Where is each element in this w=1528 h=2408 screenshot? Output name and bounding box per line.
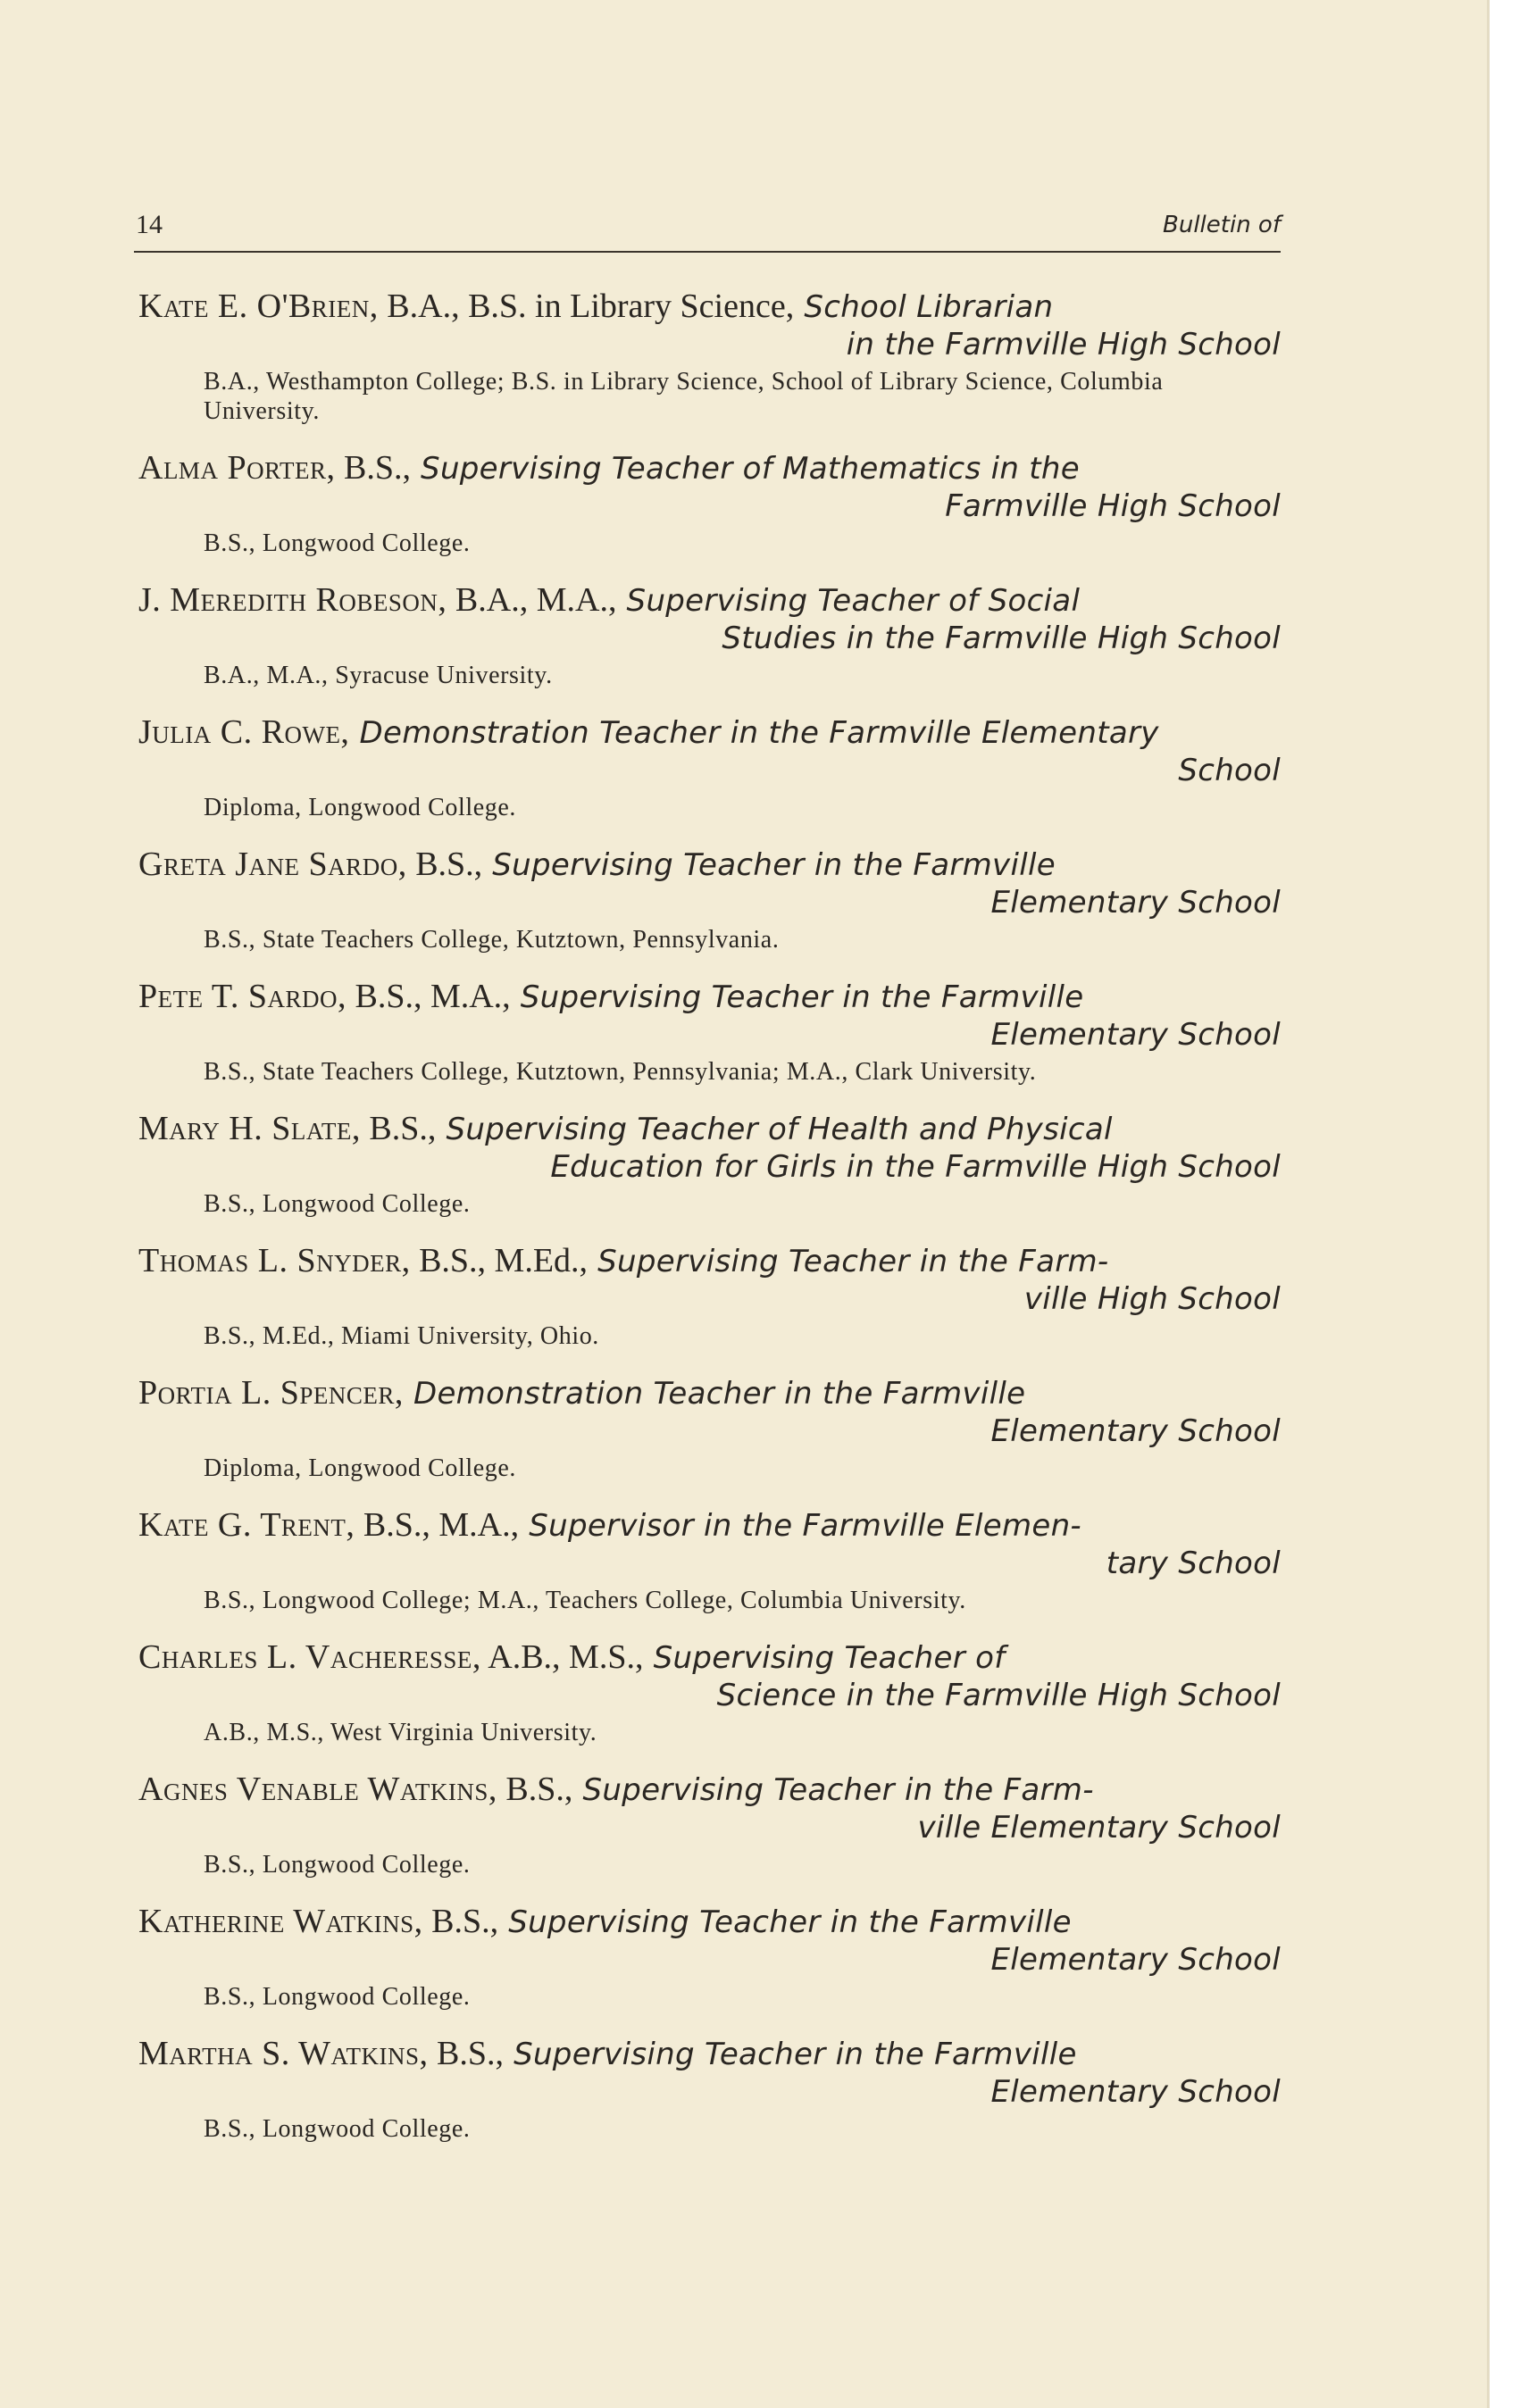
faculty-credentials: B.S., State Teachers College, Kutztown, Pennsylvania; M.A., Clark University.	[204, 1058, 1037, 1086]
entry-heading	[138, 1903, 1281, 1979]
faculty-position-continued: Elementary School	[990, 2074, 1281, 2110]
entry-heading	[138, 1506, 1281, 1582]
faculty-degrees: B.S.,	[406, 846, 483, 883]
faculty-entry	[138, 1903, 1281, 2012]
faculty-position: School Librarian	[794, 289, 1054, 325]
faculty-position-continued: tary School	[1106, 1546, 1281, 1581]
faculty-name: Julia C. Rowe,	[138, 713, 350, 751]
faculty-position-continued: Elementary School	[990, 1942, 1281, 1978]
faculty-entry	[138, 1771, 1281, 1879]
faculty-credentials: B.S., Longwood College.	[204, 1851, 471, 1879]
faculty-credentials: B.S., Longwood College; M.A., Teachers College, Columbia University.	[204, 1587, 966, 1614]
faculty-name: Portia L. Spencer,	[138, 1374, 404, 1412]
faculty-position: Supervising Teacher in the Farmville	[503, 2037, 1077, 2072]
faculty-degrees: B.S.,	[497, 1771, 573, 1808]
faculty-degrees: B.A., M.A.,	[447, 581, 617, 619]
faculty-position: Demonstration Teacher in the Farmville Elementary	[349, 715, 1159, 751]
faculty-credentials: B.S., Longwood College.	[204, 529, 471, 557]
faculty-name: Charles L. Vacheresse,	[138, 1638, 481, 1676]
faculty-entry	[138, 1638, 1281, 1747]
entry-heading	[138, 287, 1281, 363]
faculty-position: Supervisor in the Farmville Elemen-	[519, 1508, 1081, 1544]
faculty-position-continued: School	[1178, 753, 1281, 788]
faculty-entry	[138, 1374, 1281, 1483]
faculty-credentials: A.B., M.S., West Virginia University.	[204, 1719, 597, 1746]
faculty-name: Katherine Watkins,	[138, 1903, 423, 1940]
faculty-position-continued: Education for Girls in the Farmville High School	[550, 1149, 1281, 1185]
faculty-entry	[138, 449, 1281, 558]
faculty-entry	[138, 846, 1281, 954]
faculty-degrees: B.S., M.A.,	[355, 1506, 520, 1544]
faculty-degrees: B.S.,	[360, 1110, 437, 1147]
faculty-position: Supervising Teacher of Social	[616, 583, 1081, 619]
faculty-entry	[138, 1242, 1281, 1351]
faculty-position: Supervising Teacher in the Farm-	[588, 1244, 1109, 1279]
entry-heading	[138, 2035, 1281, 2111]
faculty-credentials: B.S., Longwood College.	[204, 2115, 471, 2143]
entry-heading	[138, 1242, 1281, 1318]
faculty-credentials: B.S., State Teachers College, Kutztown, Pennsylvania.	[204, 926, 780, 954]
faculty-degrees: B.S.,	[335, 449, 411, 487]
faculty-name: J. Meredith Robeson,	[138, 581, 447, 619]
faculty-entry	[138, 1506, 1281, 1615]
entry-heading	[138, 1110, 1281, 1186]
faculty-position: Supervising Teacher of	[643, 1640, 1006, 1676]
faculty-name: Thomas L. Snyder,	[138, 1242, 411, 1279]
faculty-entry	[138, 978, 1281, 1087]
faculty-name: Agnes Venable Watkins,	[138, 1771, 497, 1808]
faculty-entry	[138, 1110, 1281, 1219]
faculty-position-continued: ville Elementary School	[917, 1810, 1281, 1846]
entry-heading	[138, 581, 1281, 657]
faculty-credentials: B.A., M.A., Syracuse University.	[204, 662, 553, 689]
faculty-name: Mary H. Slate,	[138, 1110, 361, 1147]
faculty-position: Supervising Teacher of Health and Physical	[436, 1112, 1113, 1147]
faculty-credentials: Diploma, Longwood College.	[204, 794, 517, 821]
faculty-credentials: B.S., M.Ed., Miami University, Ohio.	[204, 1322, 599, 1350]
faculty-position: Supervising Teacher in the Farmville	[510, 979, 1084, 1015]
faculty-entry	[138, 713, 1281, 822]
faculty-position: Supervising Teacher of Mathematics in the	[410, 451, 1080, 487]
entry-heading	[138, 1771, 1281, 1846]
faculty-name: Martha S. Watkins,	[138, 2035, 429, 2072]
page-header	[134, 210, 1281, 253]
entry-heading	[138, 449, 1281, 525]
faculty-name: Greta Jane Sardo,	[138, 846, 407, 883]
faculty-degrees: B.S.,	[428, 2035, 504, 2072]
faculty-degrees: B.S., M.A.,	[346, 978, 511, 1015]
entry-heading	[138, 1638, 1281, 1714]
faculty-degrees: B.A., B.S. in Library Science,	[378, 287, 795, 325]
faculty-name: Alma Porter,	[138, 449, 336, 487]
faculty-degrees: B.S., M.Ed.,	[410, 1242, 589, 1279]
faculty-credentials: B.S., Longwood College.	[204, 1983, 471, 2011]
entry-heading	[138, 846, 1281, 921]
faculty-position: Supervising Teacher in the Farmville	[498, 1904, 1072, 1940]
faculty-position-continued: Studies in the Farmville High School	[722, 621, 1281, 656]
faculty-position: Supervising Teacher in the Farm-	[572, 1772, 1094, 1808]
faculty-entry	[138, 581, 1281, 690]
entry-heading	[138, 713, 1281, 789]
faculty-name: Pete T. Sardo,	[138, 978, 347, 1015]
faculty-degrees: B.S.,	[422, 1903, 499, 1940]
faculty-credentials: B.S., Longwood College.	[204, 1190, 471, 1218]
faculty-credentials: B.A., Westhampton College; B.S. in Library Science, School of Library Science, Columbia University.	[204, 368, 1164, 425]
entry-heading	[138, 1374, 1281, 1450]
faculty-entry	[138, 2035, 1281, 2144]
faculty-position-continued: Farmville High School	[945, 488, 1281, 524]
faculty-position-continued: Elementary School	[990, 1413, 1281, 1449]
faculty-position-continued: Science in the Farmville High School	[716, 1678, 1281, 1713]
faculty-name: Kate G. Trent,	[138, 1506, 355, 1544]
faculty-position: Demonstration Teacher in the Farmville	[403, 1376, 1026, 1412]
faculty-degrees: A.B., M.S.,	[480, 1638, 644, 1676]
faculty-position-continued: Elementary School	[990, 885, 1281, 921]
running-title: Bulletin of	[1163, 212, 1281, 238]
faculty-list	[138, 287, 1281, 2167]
entry-heading	[138, 978, 1281, 1054]
page-number: 14	[136, 210, 163, 239]
faculty-position-continued: Elementary School	[990, 1017, 1281, 1053]
faculty-entry	[138, 287, 1281, 426]
faculty-position-continued: ville High School	[1023, 1281, 1281, 1317]
faculty-position: Supervising Teacher in the Farmville	[482, 847, 1056, 883]
faculty-credentials: Diploma, Longwood College.	[204, 1454, 517, 1482]
faculty-position-continued: in the Farmville High School	[846, 327, 1281, 362]
faculty-name: Kate E. O'Brien,	[138, 287, 379, 325]
